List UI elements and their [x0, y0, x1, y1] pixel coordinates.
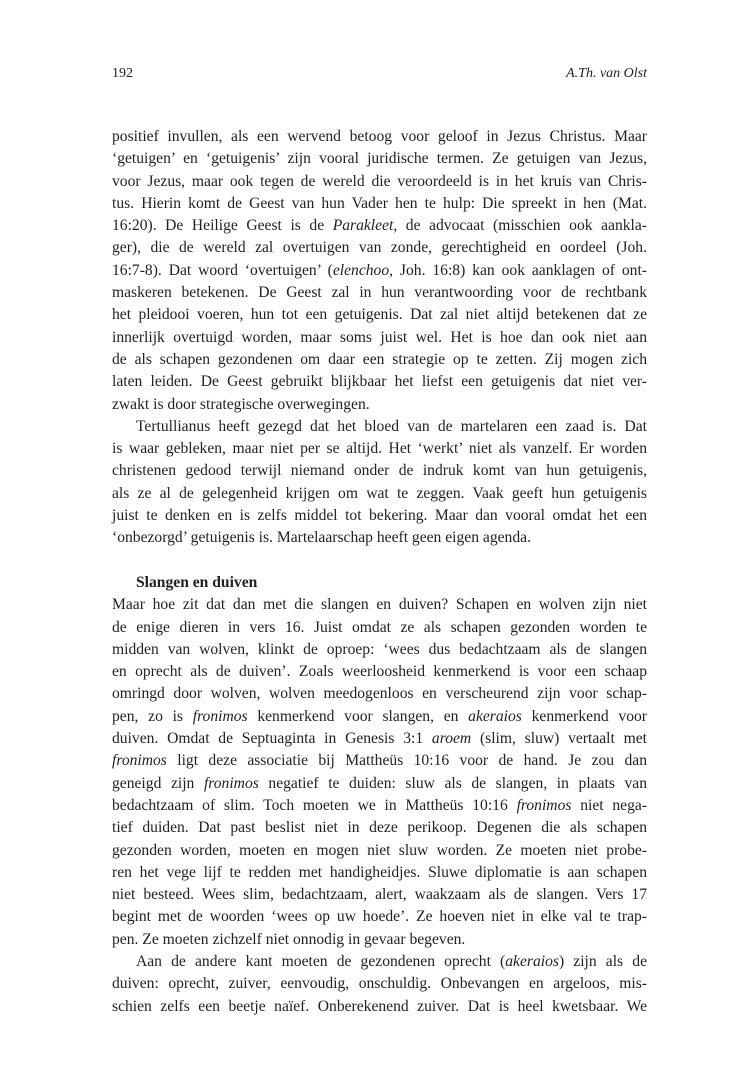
text-line: christenen gedood terwijl niemand onder de indruk komt van hun getuigenis, — [112, 462, 647, 480]
text-line: ger), die de wereld zal overtuigen van zonde, gerechtigheid en oordeel (Joh. — [112, 239, 647, 257]
section-heading: Slangen en duiven — [136, 573, 258, 591]
paragraph — [112, 416, 647, 550]
text-line: geneigd zijn fronimos negatief te duiden: sluw als de slangen, in plaats van — [112, 774, 648, 792]
text-line: het pleidooi voeren, hun tot een getuigenis. Dat zal niet altijd betekenen dat ze — [112, 306, 647, 324]
page-header — [112, 63, 647, 85]
text-line: schien zelfs een beetje naïef. Onberekenend zuiver. Dat is heel kwetsbaar. We — [112, 997, 647, 1015]
text-line: bedachtzaam of slim. Toch moeten we in Mattheüs 10:16 fronimos niet nega- — [112, 796, 648, 814]
page-number: 192 — [112, 66, 133, 81]
text-line: als ze al de gelegenheid krijgen om wat te zeggen. Vaak geeft hun getuigenis — [112, 484, 647, 502]
text-line: innerlijk overtuigd worden, maar soms juist wel. Het is hoe dan ook niet aan — [112, 328, 647, 346]
paragraph — [112, 594, 647, 951]
text-line: Tertullianus heeft gezegd dat het bloed van de martelaren een zaad is. Dat — [136, 417, 647, 435]
text-line: en oprecht als de duiven’. Zoals weerloosheid kenmerkend is voor een schaap — [112, 663, 647, 681]
paragraph — [112, 951, 647, 1018]
text-line: duiven: oprecht, zuiver, eenvoudig, onschuldig. Onbevangen en argeloos, mis- — [112, 975, 647, 993]
text-line: de enige dieren in vers 16. Juist omdat ze als schapen gezonden worden te — [112, 618, 647, 636]
text-line: Maar hoe zit dat dan met die slangen en duiven? Schapen en wolven zijn niet — [112, 596, 647, 614]
text-line: de als schapen gezondenen om daar een strategie op te zetten. Zij mogen zich — [112, 350, 647, 368]
text-line: fronimos ligt deze associatie bij Mattheüs 10:16 voor de hand. Je zou dan — [112, 752, 647, 770]
text-line: pen, zo is fronimos kenmerkend voor slangen, en akeraios kenmerkend voor — [112, 707, 647, 725]
body-text — [112, 126, 647, 1018]
text-line: Aan de andere kant moeten de gezondenen oprecht (akeraios) zijn als de — [136, 952, 647, 970]
text-line: ‘onbezorgd’ getuigenis is. Martelaarschap heeft geen eigen agenda. — [112, 529, 531, 547]
text-line: tus. Hierin komt de Geest van hun Vader hen te hulp: Die spreekt in hen (Mat. — [112, 194, 647, 212]
paragraph — [112, 126, 647, 416]
text-line: juist te denken en is zelfs middel tot bekering. Maar dan vooral omdat het een — [112, 507, 647, 525]
text-line: gezonden worden, moeten en mogen niet sluw worden. Ze moeten niet probe- — [112, 841, 647, 859]
text-line: voor Jezus, maar ook tegen de wereld die veroordeeld is in het kruis van Chris- — [112, 172, 647, 190]
text-line: niet besteed. Wees slim, bedachtzaam, alert, waakzaam als de slangen. Vers 17 — [112, 886, 647, 904]
text-line: zwakt is door strategische overwegingen. — [112, 395, 370, 413]
text-line: omringd door wolven, wolven meedogenloos en verscheurend zijn voor schap- — [112, 685, 647, 703]
text-line: maskeren betekenen. De Geest zal in hun verantwoording voor de rechtbank — [112, 284, 647, 302]
text-line: is waar gebleken, maar niet per se altijd. Het ‘werkt’ niet als vanzelf. Er worden — [112, 440, 647, 458]
text-line: 16:7-8). Dat woord ‘overtuigen’ (elenchoo, Joh. 16:8) kan ook aanklagen of ont- — [112, 261, 647, 279]
text-line: duiven. Omdat de Septuaginta in Genesis 3:1 aroem (slim, sluw) vertaalt met — [112, 730, 647, 748]
text-line: laten leiden. De Geest gebruikt blijkbaar het liefst een getuigenis dat niet ver- — [112, 373, 647, 391]
text-line: begint met de woorden ‘wees op uw hoede’. Ze hoeven niet in elke val te trap- — [112, 908, 647, 926]
text-line: pen. Ze moeten zichzelf niet onnodig in gevaar begeven. — [112, 930, 466, 948]
text-line: ren het vege lijf te redden met handigheidjes. Sluwe diplomatie is aan schapen — [112, 863, 647, 881]
section-gap — [112, 550, 647, 572]
running-head: A.Th. van Olst — [566, 66, 647, 81]
text-line: 16:20). De Heilige Geest is de Parakleet, de advocaat (misschien ook aankla- — [112, 217, 647, 235]
text-line: midden van wolven, klinkt de oproep: ‘wees dus bedachtzaam als de slangen — [112, 640, 647, 658]
text-line: tief duiden. Dat past beslist niet in deze perikoop. Degenen die als schapen — [112, 819, 647, 837]
text-line: positief invullen, als een wervend betoog voor geloof in Jezus Christus. Maar — [112, 128, 647, 145]
text-line: ‘getuigen’ en ‘getuigenis’ zijn vooral juridische termen. Ze getuigen van Jezus, — [112, 150, 647, 168]
